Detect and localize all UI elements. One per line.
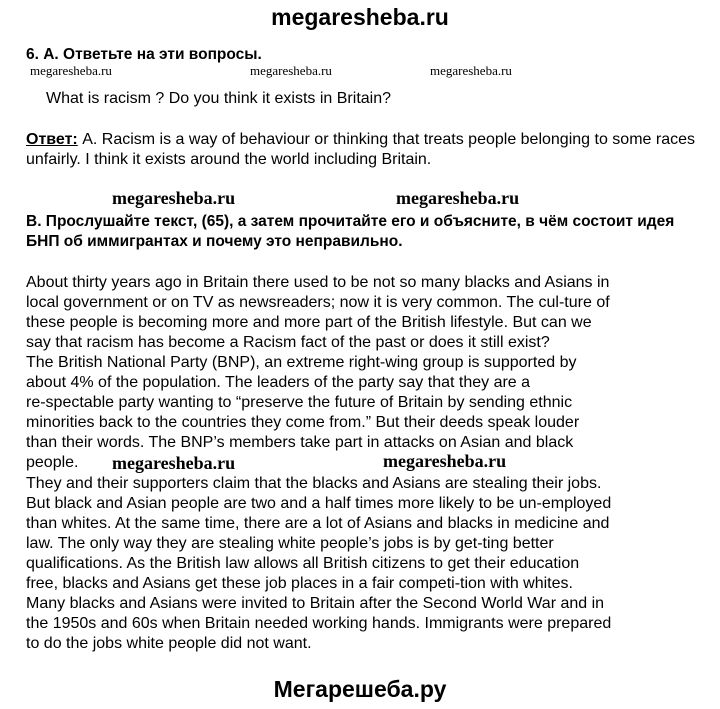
text-line: qualifications. As the British law allows all British citizens to get their education [26,555,580,572]
text-line: Many blacks and Asians were invited to Britain after the Second World War and in [26,595,605,612]
text-line: law. The only way they are stealing white people’s jobs is by get-ting better [26,535,554,552]
answer-label: Ответ: [26,131,78,148]
watermark: megaresheba.ru [430,63,512,78]
watermark: megaresheba.ru [383,451,507,471]
text-line: free, blacks and Asians get these job places in a fair competi-tion with whites. [26,575,573,592]
text-line: minorities back to the countries they come from.” But their deeds speak louder [26,414,580,431]
text-line: these people is becoming more and more part of the British lifestyle. But can we [26,314,592,331]
text-line: The British National Party (BNP), an extreme right-wing group is supported by [26,354,577,371]
site-footer-title: Мегарешеба.ру [273,676,447,702]
watermark: megaresheba.ru [30,63,112,78]
text-line: to do the jobs white people did not want. [26,635,312,652]
text-line: re-spectable party wanting to “preserve the future of Britain by sending ethnic [26,394,573,411]
text-line: local government or on TV as newsreaders; now it is very common. The cul-ture of [26,294,610,311]
answer-paragraph [26,130,706,170]
text-line: They and their supporters claim that the blacks and Asians are stealing their jobs. [26,475,602,492]
site-header-title: megaresheba.ru [271,4,449,30]
answer-text: A. Racism is a way of behaviour or thinking that treats people belonging to some races unfairly. I think it exists around the world including Britain. [26,131,695,168]
watermark: megaresheba.ru [112,188,236,208]
section-a-heading: 6. А. Ответьте на эти вопросы. [26,46,262,63]
text-line: say that racism has become a Racism fact of the past or does it still exist? [26,334,550,351]
text-line: people. [26,454,79,471]
text-line: than their words. The BNP’s members take part in attacks on Asian and black [26,434,574,451]
question-text: What is racism ? Do you think it exists in Britain? [46,90,392,107]
text-line: About thirty years ago in Britain there used to be not so many blacks and Asians in [26,274,610,291]
text-line: than whites. At the same time, there are a lot of Asians and blacks in medicine and [26,515,610,532]
text-line: the 1950s and 60s when Britain needed working hands. Immigrants were prepared [26,615,612,632]
section-b-heading: В. Прослушайте текст, (65), а затем прочитайте его и объясните, в чём состоит идея БНП об иммигрантах и почему это неправильно. [26,213,675,250]
watermark: megaresheba.ru [250,63,332,78]
watermark: megaresheba.ru [396,188,520,208]
text-line: But black and Asian people are two and a half times more likely to be un-employed [26,495,612,512]
watermark: megaresheba.ru [112,453,236,473]
text-line: about 4% of the population. The leaders of the party say that they are a [26,374,531,391]
